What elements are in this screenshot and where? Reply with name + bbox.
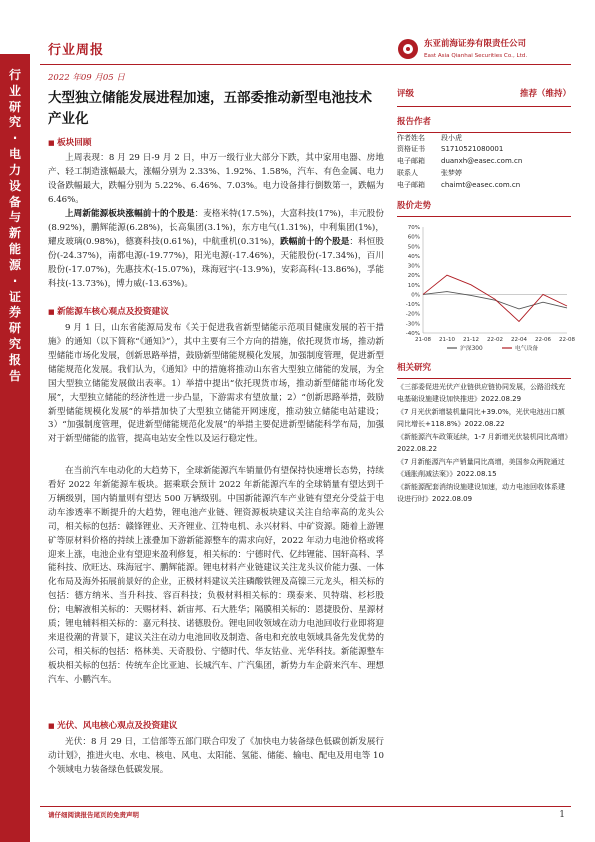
related-research-item[interactable]: 《7 月新能源汽车产销量同比高增，美国参众两院通过《通胀削减法案》》2022.08.15 xyxy=(397,458,565,479)
right-info-column xyxy=(397,86,575,506)
author-info-value: chaimt@easec.com.cn xyxy=(441,180,521,189)
author-info-value: 段小虎 xyxy=(441,133,462,142)
related-research-item[interactable]: 《三部委促进光伏产业链供应链协同发展，公路沿线充电基础设施建设加快推进》2022.08.29 xyxy=(397,382,565,403)
sidebar-char: 业 xyxy=(8,83,21,98)
report-type-label: 行业周报 xyxy=(48,43,105,58)
sidebar-char: 告 xyxy=(8,368,21,383)
paragraph-ev-outlook: 在当前汽车电动化的大趋势下，全球新能源汽车销量仍有望保持快速增长态势，持续看好 2022 年新能源车板块。据乘联会预计 2022 年新能源汽车的全球销量有望达到千万辆级别，国内销量则有望达 500 万辆级别。中国新能源汽车产业链有望充分受益于电动车渗透率不断提升的大趋势，锂电池产业链、锂资源板块建议关注自给率高的龙头公司，相关标的包括：赣锋锂业、天齐锂业、江特电机、永兴材料、中矿资源。随着上游锂矿等原材料价格的持续上涨叠加下游新能源整车的需求向好，2022 年动力电池价格或将迎来上涨，电池企业有望迎来盈利修复，相关标的：宁德时代、亿纬锂能、国轩高科、孚能科技、欣旺达、珠海冠宇、鹏辉能源。锂电材料产业链建议关注龙头议价能力强、一体化布局及海外拓展前景好的企业，正极材料建议关注磷酸铁锂及高镍三元龙头，相关标的包括：德方纳米、当升科技、容百科技；负极材料相关标的：璞泰来、贝特瑞、杉杉股份；电解液相关标的：天赐材料、新宙邦、石大胜华；隔膜相关标的：恩捷股份、星源材质；锂电辅料相关标的：嘉元科技、诺德股份。锂电回收领域在动力电池回收行业即将迎来退役潮的背景下，建议关注在动力电池回收及制造、备电和充放电领域具备先发优势的公司，相关标的包括：格林美、天奇股份、宁德时代、华友钴业、光华科技。新能源整车板块相关标的包括：传统车企比亚迪、长城汽车、广汽集团，新势力车企蔚来汽车、理想汽车、小鹏汽车。 xyxy=(48,466,384,685)
author-info-row xyxy=(397,180,571,192)
paragraph-weekly-performance: 上周表现：8 月 29 日-9 月 2 日，申万一级行业大部分下跌，其中家用电器、房地产、轻工制造涨幅最大，涨幅分别为 2.33%、1.92%、1.58%，汽车、有色金属、电力设备跌幅最大，跌幅分别为 5.22%、6.46%、7.03%。电力设备排行倒数第一，跌幅为 6.46%。 xyxy=(48,153,384,205)
author-info-value: duanxh@easec.com.cn xyxy=(441,157,523,166)
company-name-en: East Asia Qianhai Securities Co., Ltd. xyxy=(424,52,528,59)
related-research-item[interactable]: 《新能源汽车政策延续，1-7 月新增光伏装机同比高增》2022.08.22 xyxy=(397,432,569,453)
sidebar-char: 报 xyxy=(8,352,21,367)
stock-trend-heading: 股价走势 xyxy=(397,197,571,217)
y-tick-label: -20% xyxy=(405,311,420,318)
author-info-row xyxy=(397,168,571,180)
author-heading: 报告作者 xyxy=(397,113,571,133)
author-info-row xyxy=(397,156,571,168)
author-info-key: 电子邮箱 xyxy=(397,157,425,166)
author-info-value: S1710521080001 xyxy=(441,145,504,154)
sidebar-char: 电 xyxy=(8,147,21,162)
paragraph-shandong-storage: 9 月 1 日，山东省能源局发布《关于促进我省新型储能示范项目健康发展的若干措施》的通知（以下简称“《通知》”），其中主要有三个方向的措施，依托现货市场，推动新型储能市场化发展，创新思路举措，鼓励新型储能规模化发展，加强制度管理，促进新型储能规范化发展。我们认为，《通知》中的措施将推动山东省大型独立储能的发展，为全国大型独立储能发展做出表率。1）举措中提出“依托现货市场，推动新型储能市场化发展”，大型独立储能的经济性进一步凸显，下游需求有望放量；2）“创新思路举措，鼓励新型储能规模化发展”的举措加快了大型独立储能开网速度，推动独立储能电站建设；3）“加强制度管理，促进新型储能规范化发展”的举措主要促进新型储能科学布局，加强对于新型储能的监管，提高电站安全性以及运行稳定性。 xyxy=(48,323,384,445)
author-info-key: 资格证书 xyxy=(397,145,425,154)
header-divider xyxy=(40,64,571,65)
x-tick-label: 21-10 xyxy=(439,337,455,344)
related-research-item[interactable]: 《新能源配套消纳设施建设加速，动力电池回收体系建设进行时》2022.08.09 xyxy=(397,483,565,504)
y-tick-label: -40% xyxy=(405,331,420,338)
related-research-heading: 相关研究 xyxy=(397,359,571,379)
sidebar-char: · xyxy=(12,131,18,146)
related-research-list xyxy=(397,381,571,505)
report-title: 大型独立储能发展进程加速，五部委推动新型电池技术产业化 xyxy=(48,90,372,128)
section-heading-pv-wind: ■ 光伏、风电核心观点及投资建议 xyxy=(48,720,177,734)
page-number: 1 xyxy=(559,810,565,820)
sidebar-char: · xyxy=(12,273,18,288)
company-name-cn: 东亚前海证券有限责任公司 xyxy=(424,39,527,49)
sidebar-char: 研 xyxy=(8,321,21,336)
section-heading-new-energy-car: ■ 新能源车核心观点及投资建议 xyxy=(48,306,169,320)
legend-label: 沪深300 xyxy=(460,346,483,353)
sidebar-char: 究 xyxy=(8,115,21,130)
y-tick-label: 20% xyxy=(407,273,420,280)
section-heading-review: ■ 板块回顾 xyxy=(48,137,91,151)
x-tick-label: 21-08 xyxy=(415,337,431,344)
sidebar-char: 研 xyxy=(8,99,21,114)
y-tick-label: 0% xyxy=(411,292,420,299)
x-tick-label: 22-02 xyxy=(487,337,503,344)
sidebar-char: 力 xyxy=(8,162,21,177)
author-info-key: 电子邮箱 xyxy=(397,180,425,189)
author-info-list xyxy=(397,133,571,192)
sidebar-char: 源 xyxy=(8,257,21,272)
y-tick-label: 60% xyxy=(407,234,420,241)
y-tick-label: -30% xyxy=(405,321,420,328)
stock-trend-chart xyxy=(397,221,575,353)
y-tick-label: -10% xyxy=(405,302,420,309)
sidebar-char: 新 xyxy=(8,226,21,241)
author-info-row xyxy=(397,144,571,156)
author-info-value: 张梦婷 xyxy=(441,168,462,177)
series-line-0 xyxy=(423,292,567,309)
y-tick-label: 70% xyxy=(407,225,420,232)
footer-divider xyxy=(40,806,571,807)
sidebar-char: 究 xyxy=(8,337,21,352)
rating-row xyxy=(397,86,571,107)
sidebar-char: 备 xyxy=(8,194,21,209)
sidebar-char: 设 xyxy=(8,178,21,193)
author-info-key: 联系人 xyxy=(397,168,418,177)
y-tick-label: 50% xyxy=(407,244,420,251)
series-line-1 xyxy=(423,275,567,321)
paragraph-top-movers: 上周新能源板块涨幅前十的个股是：麦格米特(17.5%)，大富科技(17%)，丰元股份(8.92%)，鹏辉能源(6.28%)，长高集团(3.1%)，东方电气(1.31%)，中利集团(1%)，耀皮玻璃(0.98%)，德赛科技(0.61%)，中航重机(0.31%)，跌幅前十的个股是：科恒股份(-24.37%)，南都电源(-19.77%)，阳光电源(-17.46%)，天能股份(-17.34%)，百川股份(-17.07%)，先惠技术(-15.07%)，珠海冠宇(-13.9%)，安彩高科(-13.86%)，孚能科技(-13.73%)，博力威(-13.63%)。 xyxy=(48,209,384,289)
sidebar-char: 证 xyxy=(8,289,21,304)
company-logo xyxy=(398,38,527,61)
y-tick-label: 30% xyxy=(407,263,420,270)
sidebar-char: 券 xyxy=(8,305,21,320)
vertical-category-bar xyxy=(0,54,30,842)
legend-label: 电气设备 xyxy=(515,346,539,353)
x-tick-label: 21-12 xyxy=(463,337,479,344)
related-research-item[interactable]: 《7 月光伏新增装机量同比+39.0%，光伏电池出口额同比增长+118.8%》2022.08.22 xyxy=(397,407,565,428)
stock-trend-svg xyxy=(397,221,575,353)
sidebar-char: 能 xyxy=(8,242,21,257)
company-logo-icon xyxy=(398,39,418,59)
x-tick-label: 22-04 xyxy=(511,337,527,344)
y-tick-label: 40% xyxy=(407,253,420,260)
sidebar-char: 行 xyxy=(8,68,21,82)
y-tick-label: 10% xyxy=(407,282,420,289)
sidebar-char: 与 xyxy=(8,210,21,225)
x-tick-label: 22-06 xyxy=(535,337,551,344)
paragraph-pv-policy: 光伏：8 月 29 日，工信部等五部门联合印发了《加快电力装备绿色低碳创新发展行动计划》，推进火电、水电、核电、风电、太阳能、氢能、储能、输电、配电及用电等 10 个领域电力装备绿色低碳发展。 xyxy=(48,737,384,775)
report-date: 2022 年09 月05 日 xyxy=(48,73,125,83)
rating-value: 推荐（维持） xyxy=(519,89,571,99)
x-tick-label: 22-08 xyxy=(559,337,575,344)
author-info-row xyxy=(397,133,571,145)
footer-disclaimer: 请仔细阅读报告尾页的免责声明 xyxy=(48,811,139,819)
author-info-key: 作者姓名 xyxy=(397,133,425,142)
rating-label: 评级 xyxy=(397,89,415,99)
